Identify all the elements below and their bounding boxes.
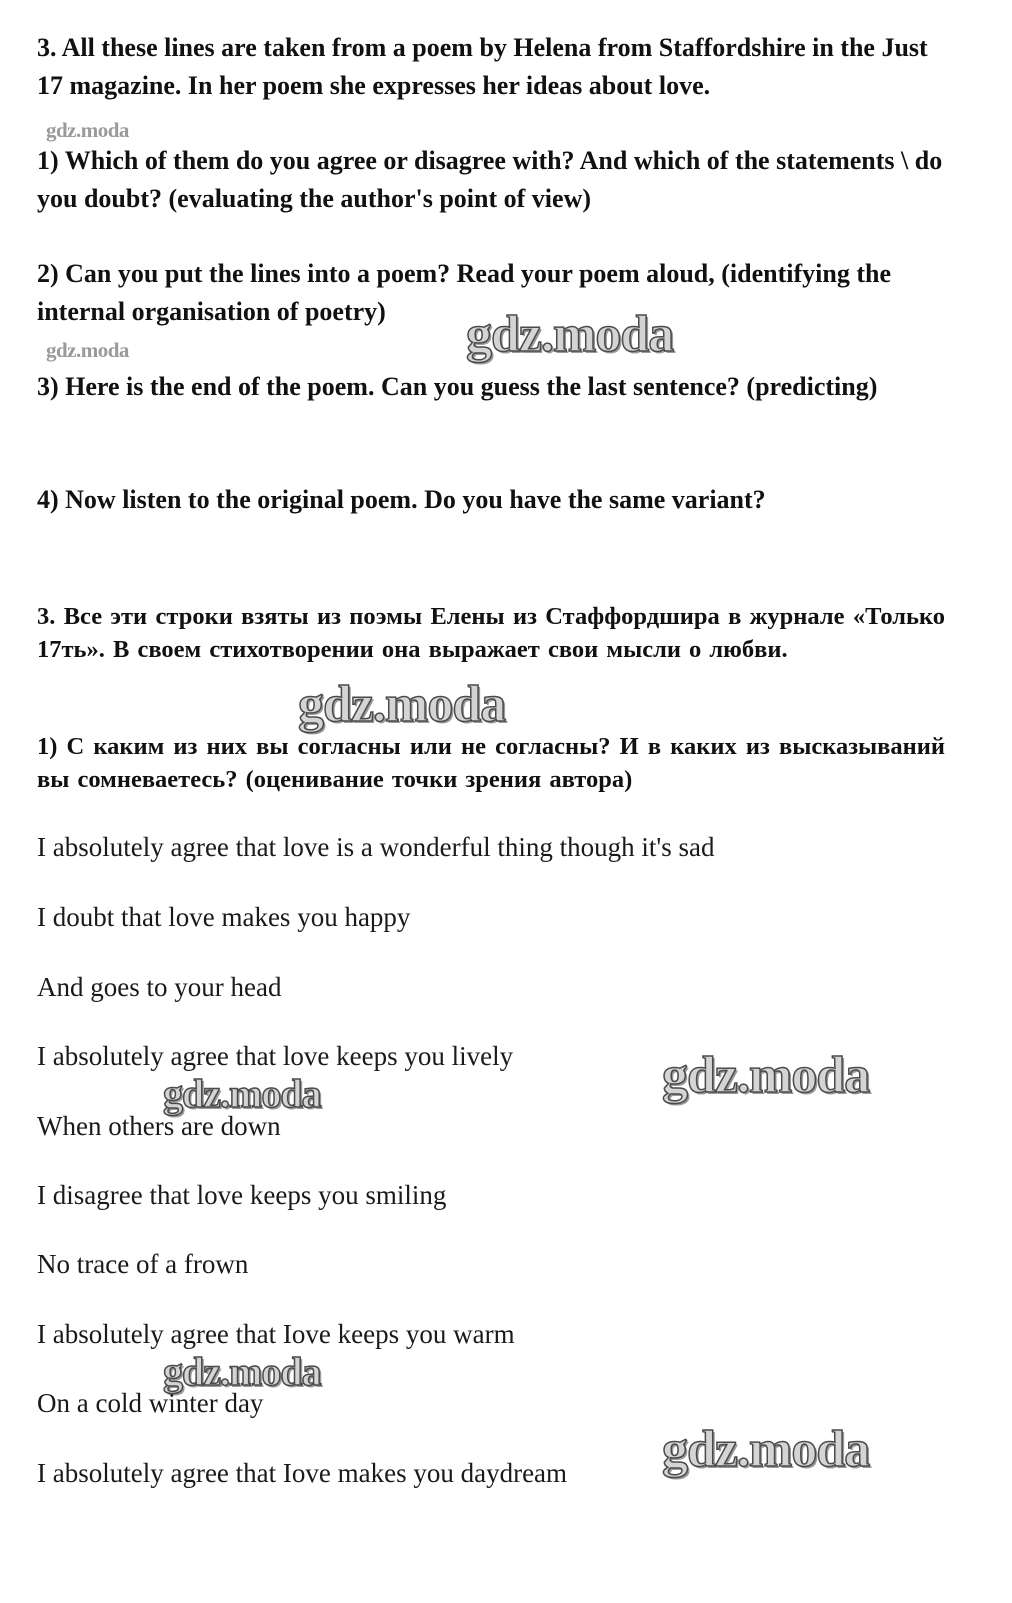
answer-line: I absolutely agree that Iove keeps you warm	[37, 1319, 515, 1349]
task-question-2: 2) Can you put the lines into a poem? Read your poem aloud, (identifying the internal organisation of poetry)	[37, 259, 891, 326]
watermark-small: gdz.moda	[46, 118, 129, 142]
task-heading: 3. All these lines are taken from a poem by Helena from Staffordshire in the Just 17 magazine. In her poem she expresses her ideas about love.	[37, 33, 928, 100]
task-question-1: 1) Which of them do you agree or disagree with? And which of the statements \ do you doubt? (evaluating the author's point of view)	[37, 146, 943, 213]
watermark-large: gdz.moda	[298, 676, 506, 733]
translation-heading: 3. Все эти строки взяты из поэмы Елены из Стаффордшира в журнале «Только 17ть». В своем стихотворении она выражает свои мысли о любви.	[37, 603, 945, 663]
answer-line: I absolutely agree that love is a wonderful thing though it's sad	[37, 832, 715, 862]
watermark-large: gdz.moda	[466, 306, 674, 363]
watermark-large: gdz.moda	[662, 1047, 870, 1104]
answer-line: I doubt that love makes you happy	[37, 902, 411, 932]
answer-line: I absolutely agree that Iove makes you daydream	[37, 1458, 568, 1488]
task-question-4: 4) Now listen to the original poem. Do you have the same variant?	[37, 485, 766, 514]
answer-line: When others are down	[37, 1111, 281, 1141]
answer-line: I absolutely agree that love keeps you lively	[37, 1041, 514, 1071]
watermark-medium: gdz.moda	[163, 1071, 321, 1116]
answer-line: And goes to your head	[37, 972, 282, 1002]
answer-line: No trace of a frown	[37, 1249, 249, 1279]
watermark-small: gdz.moda	[46, 338, 129, 362]
translation-question-1: 1) С каким из них вы согласны или не согласны? И в каких из высказываний вы сомневаетесь? (оценивание точки зрения автора)	[37, 733, 945, 793]
task-question-3: 3) Here is the end of the poem. Can you guess the last sentence? (predicting)	[37, 372, 878, 401]
answer-line: On a cold winter day	[37, 1388, 264, 1418]
watermark-medium: gdz.moda	[163, 1349, 321, 1394]
answer-line: I disagree that love keeps you smiling	[37, 1180, 447, 1210]
watermark-large: gdz.moda	[662, 1421, 870, 1478]
